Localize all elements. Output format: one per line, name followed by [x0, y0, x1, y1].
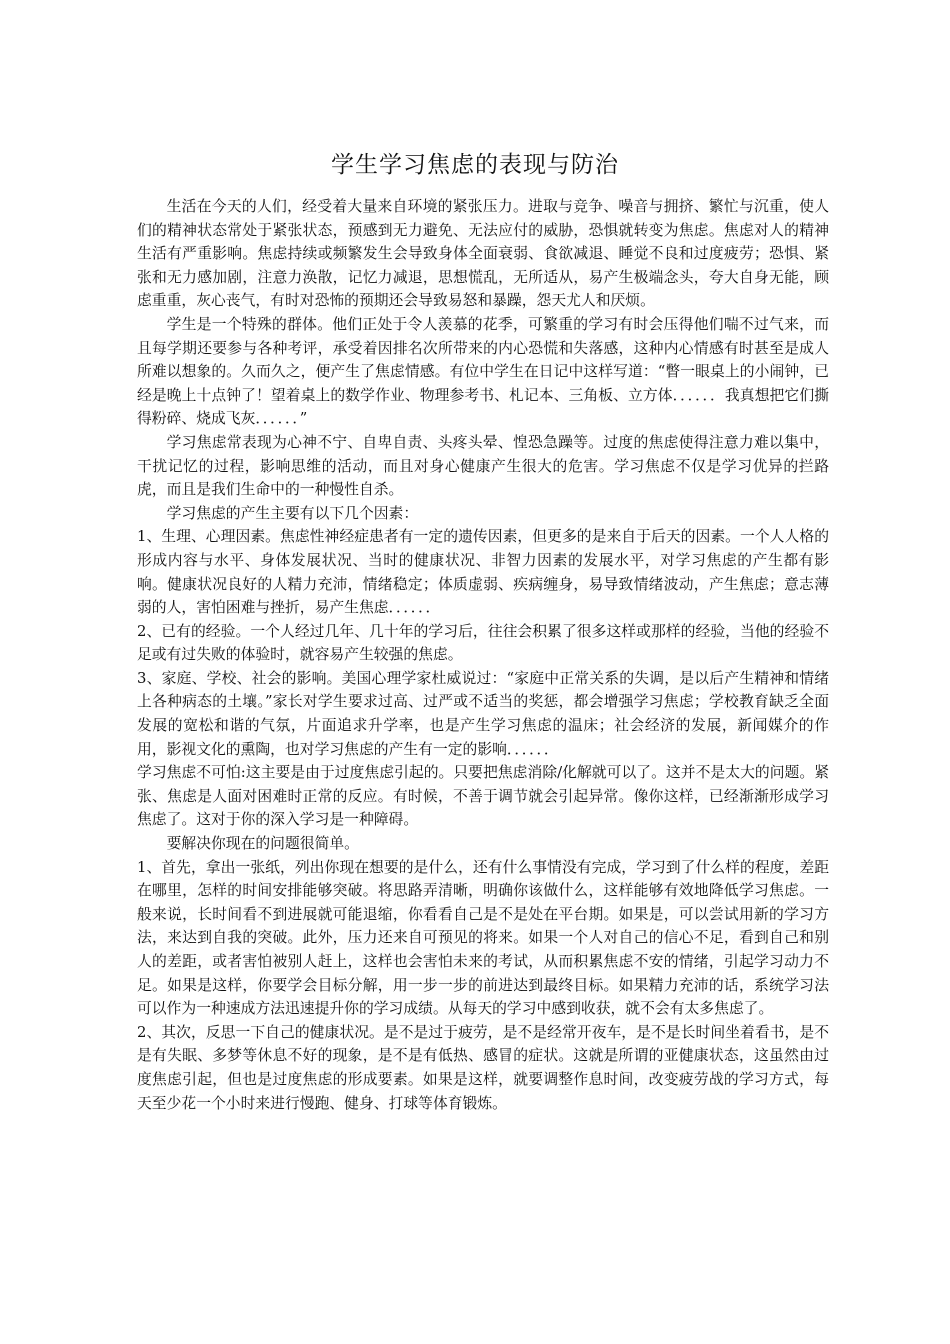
paragraph-intro: 生活在今天的人们，经受着大量来自环境的紧张压力。进取与竞争、噪音与拥挤、繁忙与沉重，使人们的精神状态常处于紧张状态，预感到无力避免、无法应付的威胁，恐惧就转变为焦虑。焦虑对人的精神生活有严重影响。焦虑持续或频繁发生会导致身体全面衰弱、食欲减退、睡觉不良和过度疲劳；恐惧、紧张和无力感加剧，注意力涣散，记忆力减退，思想慌乱，无所适从，易产生极端念头，夸大自身无能，顾虑重重，灰心丧气，有时对恐怖的预期还会导致易怒和暴躁，怨天尤人和厌烦。 — [137, 198, 829, 310]
paragraph-students: 学生是一个特殊的群体。他们正处于令人羡慕的花季，可繁重的学习有时会压得他们喘不过气来，而且每学期还要参与各种考评，承受着因排名次所带来的内心恐慌和失落感，这种内心情感有时甚至是成人所难以想象的。久而久之，便产生了焦虑情感。有位中学生在日记中这样写道：“瞥一眼桌上的小闹钟，已经是晚上十点钟了！望着桌上的数学作业、物理参考书、札记本、三角板、立方体．．．．．．我真想把它们撕得粉碎、烧成飞灰．．．．．．” — [137, 315, 829, 428]
paragraph-cause-3: 3、家庭、学校、社会的影响。美国心理学家杜威说过：“家庭中正常关系的失调，是以后产生精神和情绪上各种病态的土壤。”家长对学生要求过高、过严或不适当的奖惩，都会增强学习焦虑；学校教育缺乏全面发展的宽松和谐的气氛，片面追求升学率，也是产生学习焦虑的温床；社会经济的发展，新闻媒介的作用，影视文化的熏陶，也对学习焦虑的产生有一定的影响．．．．．． — [137, 669, 829, 758]
paragraph-solution-2: 2、其次，反思一下自己的健康状况。是不是过于疲劳，是不是经常开夜车，是不是长时间坐着看书，是不是有失眠、多梦等休息不好的现象，是不是有低热、感冒的症状。这就是所谓的亚健康状态，这虽然由过度焦虑引起，但也是过度焦虑的形成要素。如果是这样，就要调整作息时间，改变疲劳战的学习方式，每天至少花一个小时来进行慢跑、健身、打球等体育锻炼。 — [137, 1023, 829, 1112]
paragraph-symptoms: 学习焦虑常表现为心神不宁、自卑自责、头疼头晕、惶恐急躁等。过度的焦虑使得注意力难以集中，干扰记忆的过程，影响思维的活动，而且对身心健康产生很大的危害。学习焦虑不仅是学习优异的拦路虎，而且是我们生命中的一种慢性自杀。 — [137, 433, 829, 499]
paragraph-solution-intro: 要解决你现在的问题很简单。 — [166, 835, 359, 853]
paragraph-not-scary: 学习焦虑不可怕:这主要是由于过度焦虑引起的。只要把焦虑消除/化解就可以了。这并不是太大的问题。紧张、焦虑是人面对困难时正常的反应。有时候，不善于调节就会引起异常。像你这样，已经渐渐形成学习焦虑了。这对于你的深入学习是一种障碍。 — [137, 764, 829, 829]
paragraph-causes-intro: 学习焦虑的产生主要有以下几个因素： — [166, 504, 419, 522]
document-body — [137, 195, 829, 1115]
paragraph-solution-1: 1、首先，拿出一张纸，列出你现在想要的是什么，还有什么事情没有完成，学习到了什么样的程度，差距在哪里，怎样的时间安排能够突破。将思路弄清晰，明确你该做什么，这样能够有效地降低学习焦虑。一般来说，长时间看不到进展就可能退缩，你看看自己是不是处在平台期。如果是，可以尝试用新的学习方法，来达到自我的突破。此外，压力还来自可预见的将来。如果一个人对自己的信心不足，看到自己和别人的差距，或者害怕被别人赶上，这样也会害怕未来的考试，从而积累焦虑不安的情绪，引起学习动力不足。如果是这样，你要学会目标分解，用一步一步的前进达到最终目标。如果精力充沛的话，系统学习法可以作为一种速成方法迅速提升你的学习成绩。从每天的学习中感到收获，就不会有太多焦虑了。 — [137, 858, 829, 1018]
paragraph-cause-1: 1、生理、心理因素。焦虑性神经症患者有一定的遗传因素，但更多的是来自于后天的因素。一个人人格的形成内容与水平、身体发展状况、当时的健康状况、非智力因素的发展水平，对学习焦虑的产生都有影响。健康状况良好的人精力充沛，情绪稳定；体质虚弱、疾病缠身，易导致情绪波动，产生焦虑；意志薄弱的人，害怕困难与挫折，易产生焦虑．．．．．． — [137, 528, 829, 617]
document-title: 学生学习焦虑的表现与防治 — [331, 152, 619, 178]
paragraph-cause-2: 2、已有的经验。一个人经过几年、几十年的学习后，往往会积累了很多这样或那样的经验，当他的经验不足或有过失败的体验时，就容易产生较强的焦虑。 — [137, 622, 829, 664]
